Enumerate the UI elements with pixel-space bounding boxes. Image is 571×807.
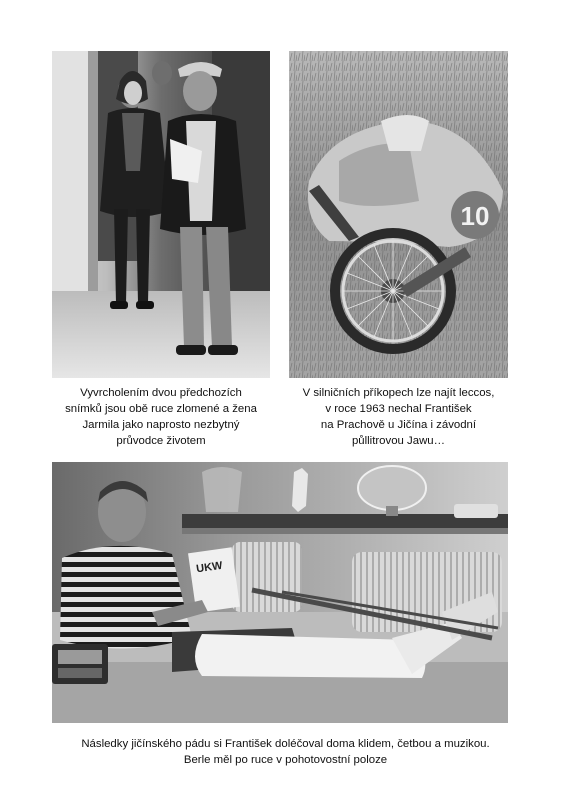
caption-line: průvodce životem	[116, 435, 206, 447]
photo-man-on-sofa-image	[52, 462, 508, 723]
caption-line: V silničních příkopech lze najít leccos,	[302, 387, 495, 399]
photo-crashed-motorcycle	[289, 51, 508, 378]
caption-photo-3	[40, 736, 531, 768]
photo-crashed-motorcycle-image	[289, 51, 508, 378]
caption-line: půllitrovou Jawu…	[351, 435, 446, 447]
caption-photo-2	[284, 385, 513, 449]
photo-man-on-sofa	[52, 462, 508, 723]
caption-line: Jarmila jako naprosto nezbytný	[82, 419, 240, 431]
caption-line: Následky jičínského pádu si František doléčoval doma klidem, četbou a muzikou.	[81, 738, 490, 750]
caption-line: snímků jsou obě ruce zlomené a žena	[65, 403, 257, 415]
photo-couple-street	[52, 51, 270, 378]
caption-line: Berle měl po ruce v pohotovostní poloze	[183, 754, 388, 766]
caption-photo-1	[52, 385, 270, 449]
race-number-text: 10	[460, 201, 490, 231]
photo-couple-street-image	[52, 51, 270, 378]
caption-line: v roce 1963 nechal František	[325, 403, 472, 415]
magazine-title-text: UKW	[195, 559, 224, 576]
caption-line: Vyvrcholením dvou předchozích	[80, 387, 242, 399]
caption-line: na Prachově u Jičína i závodní	[320, 419, 477, 431]
